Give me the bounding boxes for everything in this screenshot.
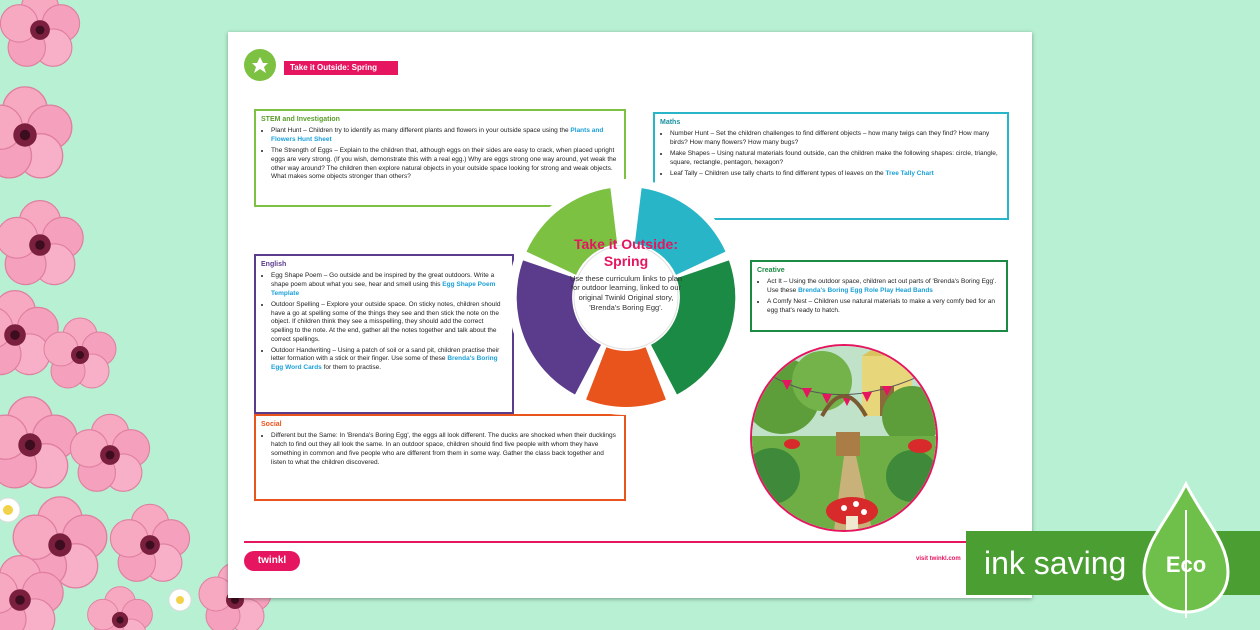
center-title: Take it Outside: Spring [574,236,678,269]
creative-box [750,260,1008,332]
list-item: • Number Hunt – Set the children challenges to find different objects – how many twigs can they find? How many birds? How many flowers? How many bugs? [670,130,1002,148]
header-title: Take it Outside: Spring [284,61,398,75]
list-item: • The Strength of Eggs – Explain to the children that, although eggs on their sides are easy to crack, when placed upright eggs are very strong. (If you wish, demonstrate this with a real egg.) Why are eggs strong one way around, yet weak the other way around? The children then explore natural objects in your outside space looking for strong and weak objects. What makes some objects stronger than others? [271,147,619,182]
english-heading: English [261,261,287,268]
tree-tally-link[interactable]: Tree Tally Chart [885,169,934,177]
egg-poem-link[interactable]: Egg Shape Poem Template [271,281,496,297]
list-item: • Egg Shape Poem – Go outside and be inspired by the great outdoors. Write a shape poem about what you see, hear and smell using this Egg Shape Poem Template [271,272,507,298]
list-item: • Plant Hunt – Children try to identify as many different plants and flowers in your outside space using the Plants and Flowers Hunt Sheet [271,127,619,145]
visit-link[interactable]: visit twinkl.com [916,556,961,562]
footer-divider [244,541,1014,543]
list-item: • Different but the Same: In 'Brenda's Boring Egg', the eggs all look different. The ducks are shocked when their ducklings hatch to find out they all look the same. In an outdoor space, children should find five people with whom they have something in common and five people who are different from them in some way. Gather the class back together and listen to what the children discovered. [271,432,619,467]
list-item: • Act It – Using the outdoor space, children act out parts of 'Brenda's Boring Egg'. Use these Brenda's Boring Egg Role Play Head Bands [767,278,1001,296]
list-item: • A Comfy Nest – Children use natural materials to make a very comfy bed for an egg that's ready to hatch. [767,298,1001,316]
social-heading: Social [261,421,282,428]
maths-heading: Maths [660,119,681,126]
head-bands-link[interactable]: Brenda's Boring Egg Role Play Head Bands [798,287,933,295]
list-item: • Leaf Tally – Children use tally charts to find different types of leaves on the Tree Tally Chart [670,170,1002,179]
list-item: • Make Shapes – Using natural materials found outside, can the children make the following shapes: circle, triangle, square, rectangle, pentagon, hexagon? [670,150,1002,168]
resource-page [228,32,1032,598]
wheel-center [566,236,686,313]
stem-heading: STEM and Investigation [261,116,340,123]
creative-heading: Creative [757,267,785,274]
twinkl-logo: twinkl [244,551,300,571]
ink-saving-label: ink saving [984,545,1127,581]
garden-illustration [750,344,938,532]
word-cards-link[interactable]: Brenda's Boring Egg Word Cards [271,355,498,372]
social-box [254,414,626,501]
eco-leaf-icon [1138,480,1234,620]
list-item: • Outdoor Spelling – Explore your outside space. On sticky notes, children should have a go at spelling some of the things they see and then stick the note on the object. If children think they see a misspelling, they should add the correct spelling to the note. At the end, gather all the notes together and talk about the correct spellings. [271,301,507,345]
eco-label: Eco [1165,552,1207,577]
plants-hunt-link[interactable]: Plants and Flowers Hunt Sheet [271,127,604,144]
list-item: • Outdoor Handwriting – Using a patch of soil or a sand pit, children practise their letter formation with a stick or their finger. Use some of these Brenda's Boring Egg Word Cards for them to practise. [271,347,507,373]
leaf-icon [244,49,276,81]
center-description: Use these curriculum links to plan for outdoor learning, linked to our original Twinkl Original story, 'Brenda's Boring Egg'. [569,273,683,312]
english-box [254,254,514,414]
